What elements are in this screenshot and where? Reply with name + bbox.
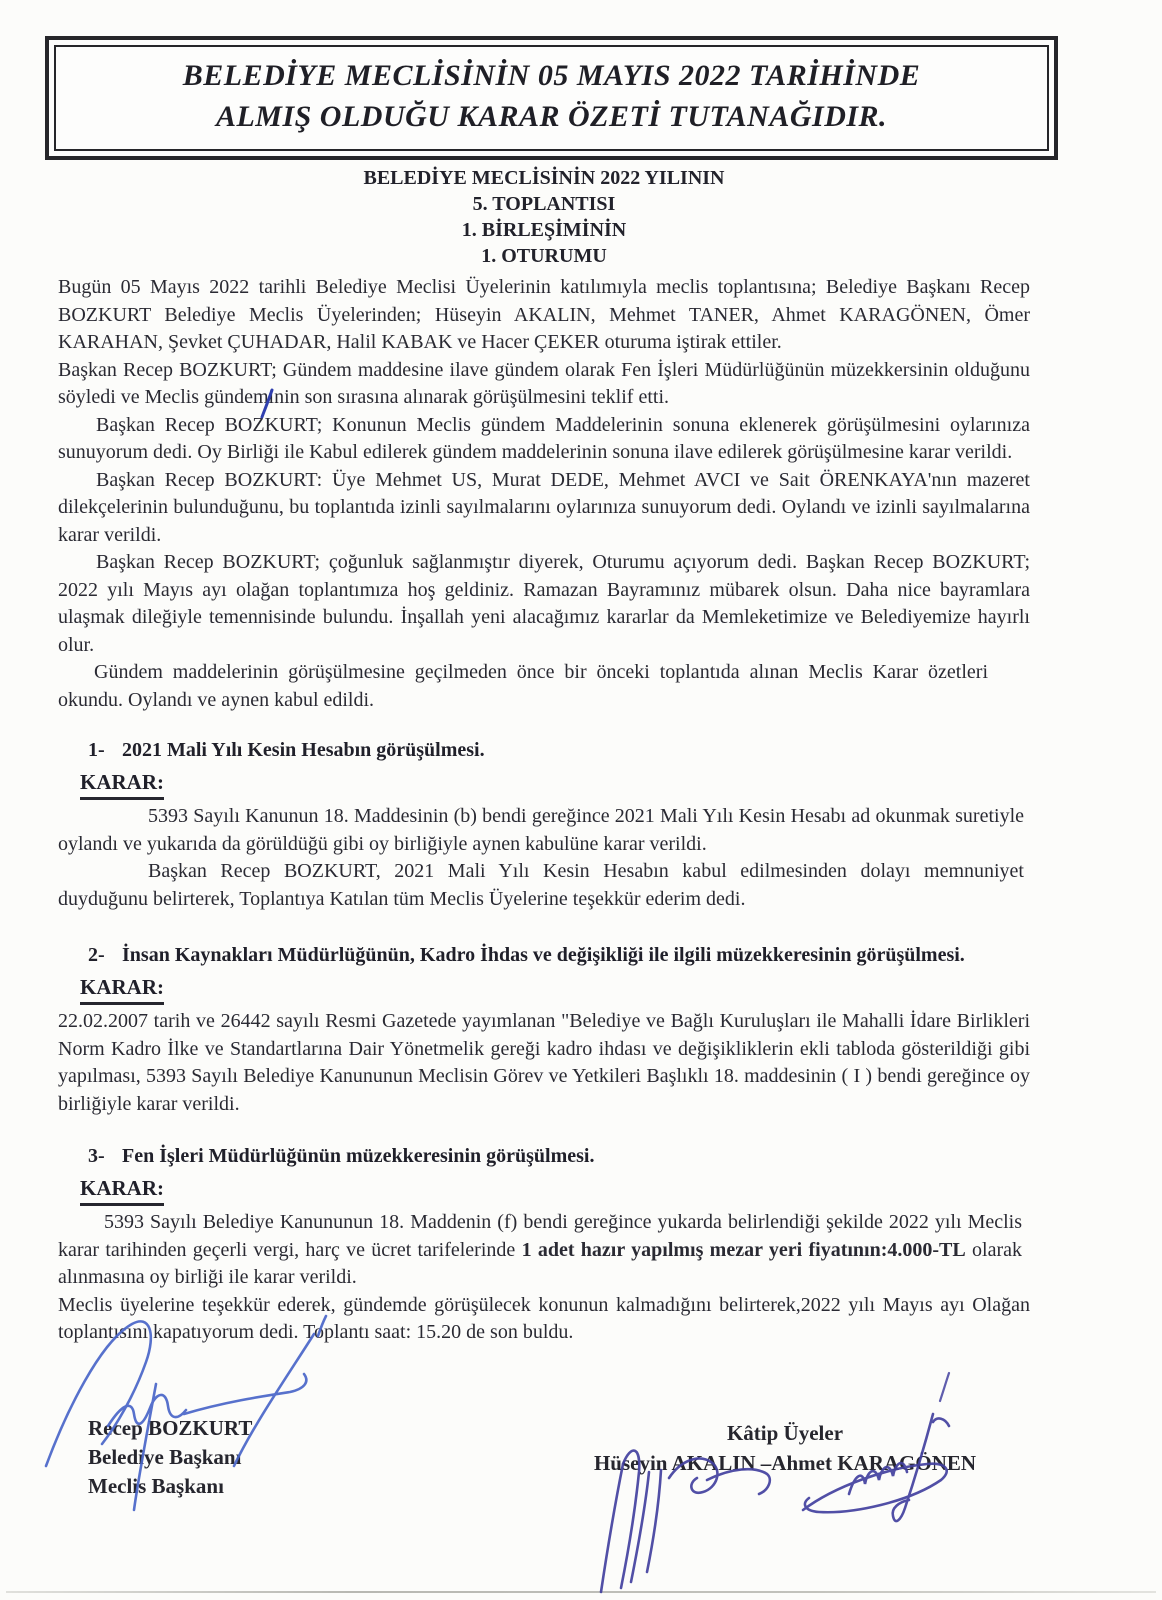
agenda-item-3-heading <box>88 1142 1030 1171</box>
clerk-signature-block <box>540 1418 1030 1478</box>
banner-title-line-1: BELEDİYE MECLİSİNİN 05 MAYIS 2022 TARİHİNDE <box>182 59 921 92</box>
decision-text-price: 1 adet hazır yapılmış mezar yeri fiyatının:4.000-TL <box>521 1238 966 1261</box>
agenda-item-1-heading <box>88 736 1030 765</box>
agenda-item-3-title: Fen İşleri Müdürlüğünün müzekkeresinin görüşülmesi. <box>122 1145 595 1167</box>
paragraph-agenda-vote: Başkan Recep BOZKURT; Konunun Meclis gündem Maddelerinin sonuna eklenerek görüşülmesini oylarınıza sunuyorum dedi. Oy Birliği ile Kabul edilerek gündem maddelerinin sonuna ilave edilerek görüşülmesine karar verildi. <box>58 413 1030 463</box>
paragraph-session-opening: Başkan Recep BOZKURT; çoğunluk sağlanmıştır diyerek, Oturumu açıyorum dedi. Başkan Recep BOZKURT; 2022 yılı Mayıs ayı olağan toplantımıza hoş geldiniz. Ramazan Bayramınız mübarek olsun. Daha nice bayramlara ulaşmak dileğiyle temennisinde bulundu. İnşallah yeni alacağımız kararlar da Memleketimize ve Belediyemize hayırlı olur. <box>58 551 1030 656</box>
title-banner-inner <box>54 45 1049 151</box>
paragraph-closing: Meclis üyelerine teşekkür ederek, gündemde görüşülecek konunun kalmadığını belirterek,2022 yılı Mayıs ayı Olağan toplantısını kapatıyorum dedi. Toplantı saat: 15.20 de son buldu. <box>58 1293 1030 1343</box>
agenda-item-3-number: 3- <box>88 1145 105 1167</box>
karar-label-2: KARAR: <box>80 973 1030 1005</box>
meeting-subheader <box>58 165 1030 269</box>
agenda-item-1-number: 1- <box>88 739 105 761</box>
agenda-item-1-remark: Başkan Recep BOZKURT, 2021 Mali Yılı Kesin Hesabın kabul edilmesinden dolayı memnuniyet duyduğunu belirterek, Toplantıya Katılan tüm Meclis Üyelerine teşekkür ederim dedi. <box>58 860 1024 910</box>
paragraph-previous-minutes: Gündem maddelerinin görüşülmesine geçilmeden önce bir önceki toplantıda alınan Meclis Karar özetleri okundu. Oylandı ve aynen kabul edildi. <box>58 661 988 711</box>
subheader-year-line: BELEDİYE MECLİSİNİN 2022 YILININ <box>363 167 725 189</box>
mayor-signature-block <box>88 1414 252 1501</box>
decision-text-end: olarak alınmasına oy birliği ile karar verildi. <box>58 1238 1022 1288</box>
karar-label-1: KARAR: <box>80 768 1030 800</box>
agenda-item-3-decision <box>58 1209 1022 1292</box>
mayor-role-2: Meclis Başkanı <box>88 1474 224 1498</box>
signature-section <box>0 1330 1162 1600</box>
subheader-session-line: 5. TOPLANTISI <box>472 193 616 215</box>
agenda-item-2-heading <box>88 941 1030 970</box>
banner-title-line-2: ALMIŞ OLDUĞU KARAR ÖZETİ TUTANAĞIDIR. <box>215 100 888 133</box>
karar-label-3: KARAR: <box>80 1174 1030 1206</box>
document-body <box>58 274 1030 1347</box>
agenda-item-1-decision: 5393 Sayılı Kanunun 18. Maddesinin (b) bendi gereğince 2021 Mali Yılı Kesin Hesabı ad okunmak suretiyle oylandı ve yukarıda da görüldüğü gibi oy birliğiyle aynen kabulüne karar verildi. <box>58 805 1024 855</box>
agenda-item-1-title: 2021 Mali Yılı Kesin Hesabın görüşülmesi. <box>122 739 485 761</box>
mayor-name: Recep BOZKURT <box>88 1416 253 1440</box>
agenda-item-2-decision: 22.02.2007 tarih ve 26442 sayılı Resmi Gazetede yayımlanan "Belediye ve Bağlı Kuruluşları ile Mahalli İdare Birlikleri Norm Kadro İlke ve Standartlarına Dair Yönetmelik gereği kadro ihdası ve değişikliklerin ekli tabloda gösterildiği gibi yapılması, 5393 Sayılı Belediye Kanununun Meclisin Görev ve Yetkileri Başlıklı 18. maddesinin ( I ) bendi gereğince oy birliğiyle karar verildi. <box>58 1010 1030 1115</box>
clerk-names: Hüseyin AKALIN –Ahmet KARAGÖNEN <box>593 1451 977 1475</box>
subheader-sitting-line: 1. OTURUMU <box>481 245 607 267</box>
subheader-assembly-line: 1. BİRLEŞİMİNİN <box>461 219 627 241</box>
clerk-heading: Kâtip Üyeler <box>726 1421 844 1445</box>
pen-apostrophe-mark <box>935 1370 955 1404</box>
decision-text-start: 5393 Sayılı Belediye Kanununun 18. Maddenin (f) bendi gereğince yukarda belirlendiği şekilde 2022 yılı Meclis karar tarihinden geçerli vergi, harç ve ücret tarifelerinde <box>58 1211 1022 1261</box>
agenda-item-2-title: İnsan Kaynakları Müdürlüğünün, Kadro İhdas ve değişikliği ile ilgili müzekkeresinin görüşülmesi. <box>122 944 965 966</box>
scan-edge-line <box>6 1591 1156 1593</box>
paragraph-agenda-addition: Başkan Recep BOZKURT; Gündem maddesine ilave gündem olarak Fen İşleri Müdürlüğünün müzekkersinin olduğunu söyledi ve Meclis gündeminin son sırasına alınarak görüşülmesini teklif etti. <box>58 358 1030 408</box>
title-banner <box>45 36 1058 160</box>
paragraph-attendance: Bugün 05 Mayıs 2022 tarihli Belediye Meclisi Üyelerinin katılımıyla meclis toplantısına; Belediye Başkanı Recep BOZKURT Belediye Meclis Üyelerinden; Hüseyin AKALIN, Mehmet TANER, Ahmet KARAGÖNEN, Ömer KARAHAN, Şevket ÇUHADAR, Halil KABAK ve Hacer ÇEKER oturuma iştirak ettiler. <box>58 276 1030 353</box>
agenda-item-2-number: 2- <box>88 944 105 966</box>
mayor-role-1: Belediye Başkanı <box>88 1445 242 1469</box>
paragraph-excused-members: Başkan Recep BOZKURT: Üye Mehmet US, Murat DEDE, Mehmet AVCI ve Sait ÖRENKAYA'nın mazeret dilekçelerinin bulunduğunu, bu toplantıda izinli sayılmalarını oylarınıza sunuyorum dedi. Oylandı ve izinli sayılmalarına karar verildi. <box>58 468 1030 546</box>
